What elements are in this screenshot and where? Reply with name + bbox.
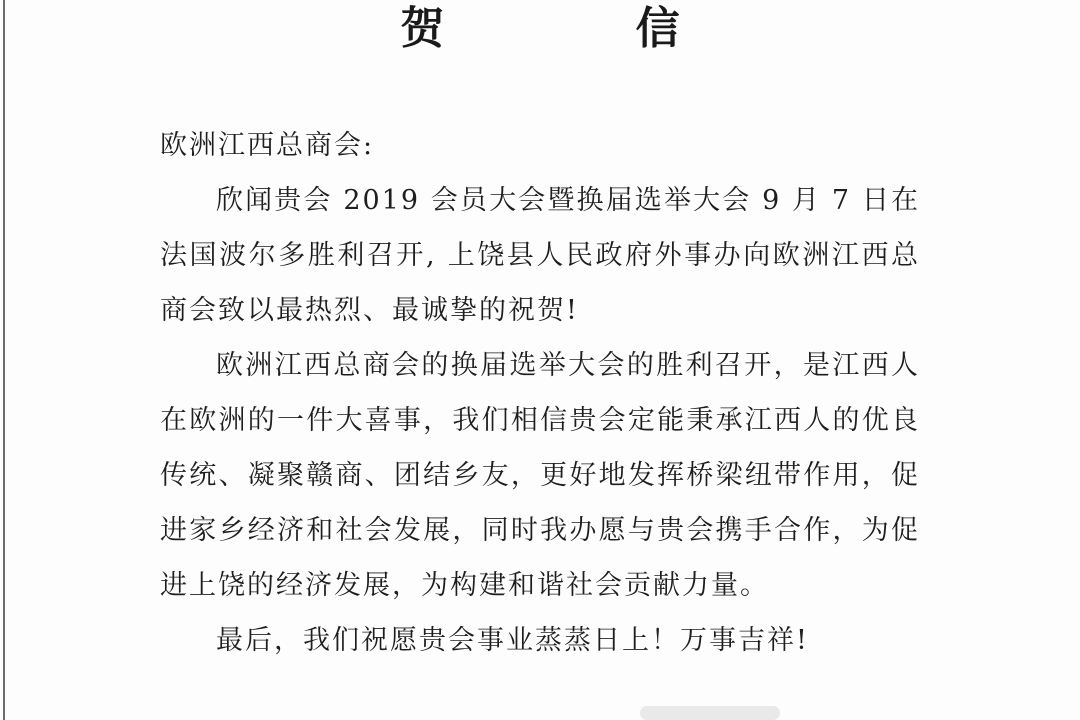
letter-body [160,118,920,668]
scan-edge-line [3,0,5,720]
paragraph-congratulation: 欣闻贵会 2019 会员大会暨换届选举大会 9 月 7 日在法国波尔多胜利召开, 上饶县人民政府外事办向欧洲江西总商会致以最热烈、最诚挚的祝贺! [160,185,920,326]
salutation: 欧洲江西总商会: [160,130,375,161]
scan-smudge [640,706,780,720]
paragraph-closing-wishes: 最后，我们祝愿贵会事业蒸蒸日上！万事吉祥! [216,625,809,656]
letter-title: 贺 信 [400,3,768,54]
paragraph-significance: 欧洲江西总商会的换届选举大会的胜利召开，是江西人在欧洲的一件大喜事，我们相信贵会定能秉承江西人的优良传统、凝聚赣商、团结乡友，更好地发挥桥梁纽带作用，促进家乡经济和社会发展，同时我办愿与贵会携手合作，为促进上饶的经济发展，为构建和谐社会贡献力量。 [160,350,920,601]
